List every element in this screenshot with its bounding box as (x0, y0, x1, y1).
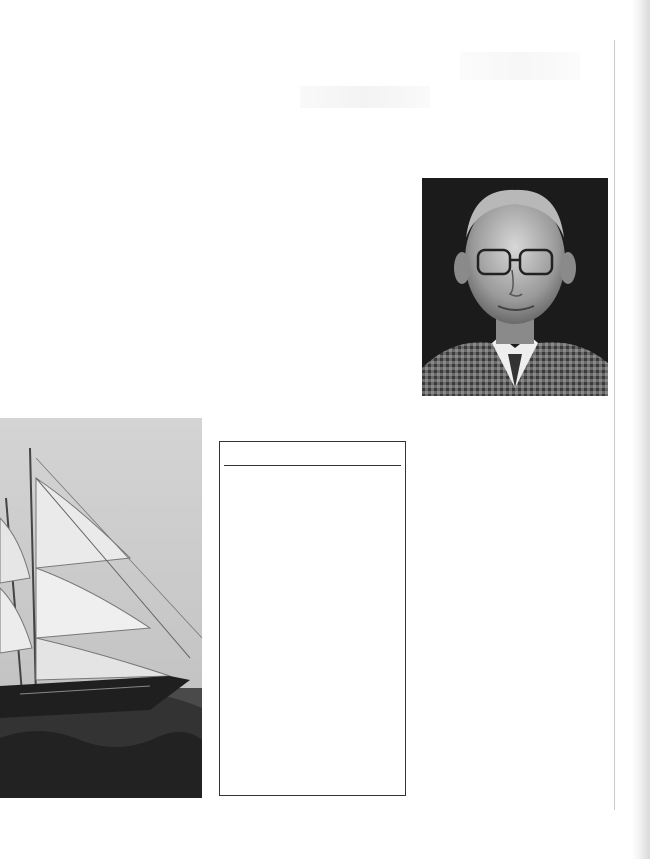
faded-print-artifact (300, 86, 430, 108)
ship-engraving (0, 418, 202, 798)
founders-box-divider (224, 465, 401, 466)
page-binding-edge (632, 0, 650, 859)
page-gutter-line (614, 40, 615, 810)
portrait-image (422, 178, 608, 396)
founders-box (219, 441, 406, 796)
director-portrait-photo (422, 178, 608, 396)
faded-print-artifact (460, 52, 580, 80)
sailing-ship-illustration (0, 418, 202, 798)
